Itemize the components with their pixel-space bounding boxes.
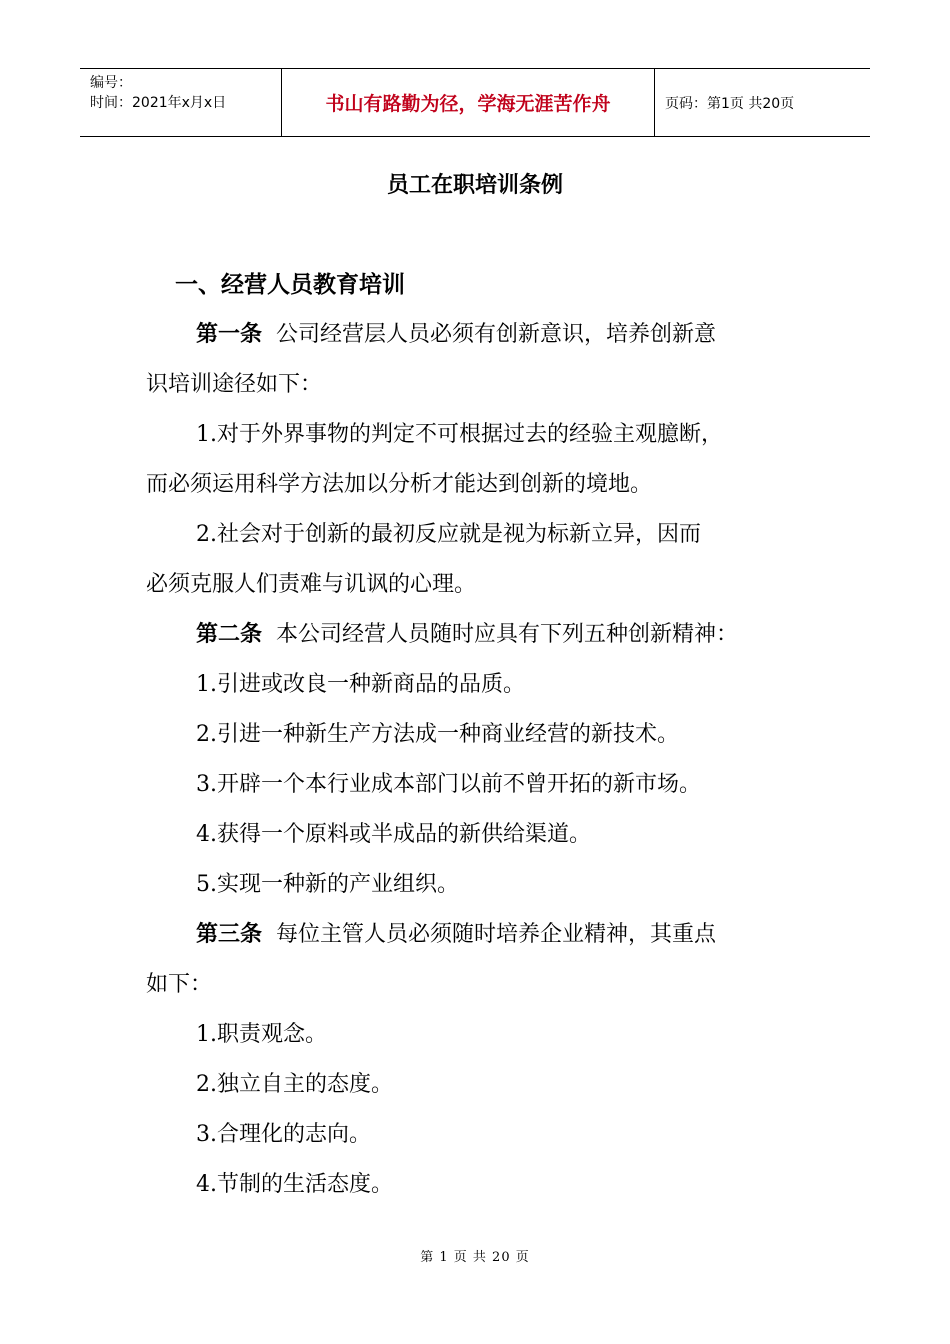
article-1-text-1: 公司经营层人员必须有创新意识，培养创新意 [276, 322, 717, 347]
header-page-info: 页码：第1页 共20页 [665, 95, 795, 112]
article-1-item-2-line-2: 必须克服人们责难与讥讽的心理。 [146, 572, 477, 597]
article-1-label: 第一条 [196, 322, 263, 347]
document-time-label: 时间：2021年x月x日 [90, 95, 227, 111]
article-3-line-2: 如下： [146, 972, 213, 997]
article-1-item-1-line-1: 1.对于外界事物的判定不可根据过去的经验主观臆断， [196, 422, 723, 447]
page-footer: 第 1 页 共 20 页 [420, 1250, 530, 1265]
article-2-text: 本公司经营人员随时应具有下列五种创新精神： [276, 622, 739, 647]
section-heading: 一、经营人员教育培训 [175, 272, 405, 298]
article-1-line-1 [196, 320, 716, 350]
article-2-item: 1.引进或改良一种新商品的品质。 [196, 672, 525, 697]
document-number-label: 编号： [90, 75, 132, 91]
article-3-text-1: 每位主管人员必须随时培养企业精神，其重点 [276, 922, 717, 947]
article-2-item: 5.实现一种新的产业组织。 [196, 872, 459, 897]
document-title: 员工在职培训条例 [386, 173, 563, 198]
article-3-item: 2.独立自主的态度。 [196, 1072, 393, 1097]
header-meta [80, 69, 282, 136]
article-1-item-2-line-1: 2.社会对于创新的最初反应就是视为标新立异，因而 [196, 522, 701, 547]
article-3-item: 4.节制的生活态度。 [196, 1172, 393, 1197]
article-2-line [196, 620, 738, 650]
article-1-item-1-line-2: 而必须运用科学方法加以分析才能达到创新的境地。 [146, 472, 653, 497]
article-2-label: 第二条 [196, 622, 263, 647]
article-3-item: 1.职责观念。 [196, 1022, 327, 1047]
article-2-item: 4.获得一个原料或半成品的新供给渠道。 [196, 822, 591, 847]
article-1-line-2: 识培训途径如下： [146, 372, 323, 397]
page-header [80, 68, 870, 137]
article-3-label: 第三条 [196, 922, 263, 947]
article-3-line-1 [196, 920, 716, 950]
article-2-item: 3.开辟一个本行业成本部门以前不曾开拓的新市场。 [196, 772, 701, 797]
header-motto: 书山有路勤为径，学海无涯苦作舟 [282, 69, 655, 136]
article-3-item: 3.合理化的志向。 [196, 1122, 371, 1147]
article-2-item: 2.引进一种新生产方法成一种商业经营的新技术。 [196, 722, 679, 747]
